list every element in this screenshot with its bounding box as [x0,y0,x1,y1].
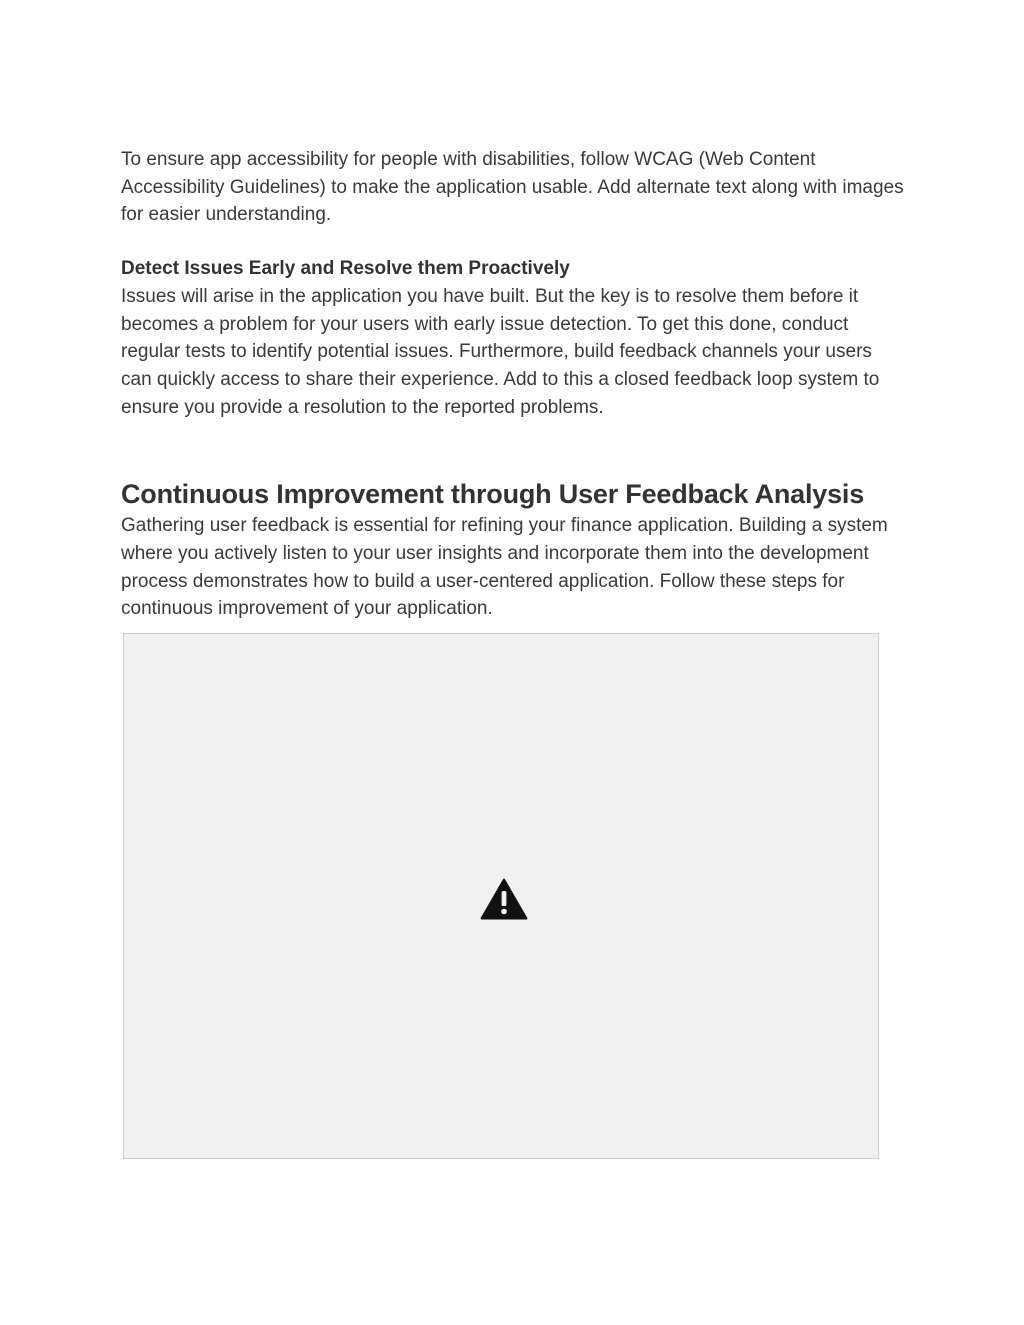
warning-icon [480,878,528,920]
detect-issues-paragraph: Issues will arise in the application you have built. But the key is to resolve them before it becomes a problem for your users with early issue detection. To get this done, conduct regular tests to identify potential issues. Furthermore, build feedback channels your users can quickly access to share their experience. Add to this a closed feedback loop system to ensure you provide a resolution to the reported problems. [121,285,880,418]
intro-paragraph: To ensure app accessibility for people with disabilities, follow WCAG (Web Content Accessibility Guidelines) to make the application usable. Add alternate text along with images for easier understanding. [121,149,904,226]
improvement-paragraph: Gathering user feedback is essential for refining your finance application. Building a system where you actively listen to your user insights and incorporate them into the development process demonstrates how to build a user-centered application. Follow these steps for continuous improvement of your application. [121,515,888,620]
document-body [121,146,906,623]
detect-issues-heading: Detect Issues Early and Resolve them Proactively [121,258,570,280]
section-title: Continuous Improvement through User Feedback Analysis [121,479,865,510]
broken-image-placeholder [123,633,879,1159]
